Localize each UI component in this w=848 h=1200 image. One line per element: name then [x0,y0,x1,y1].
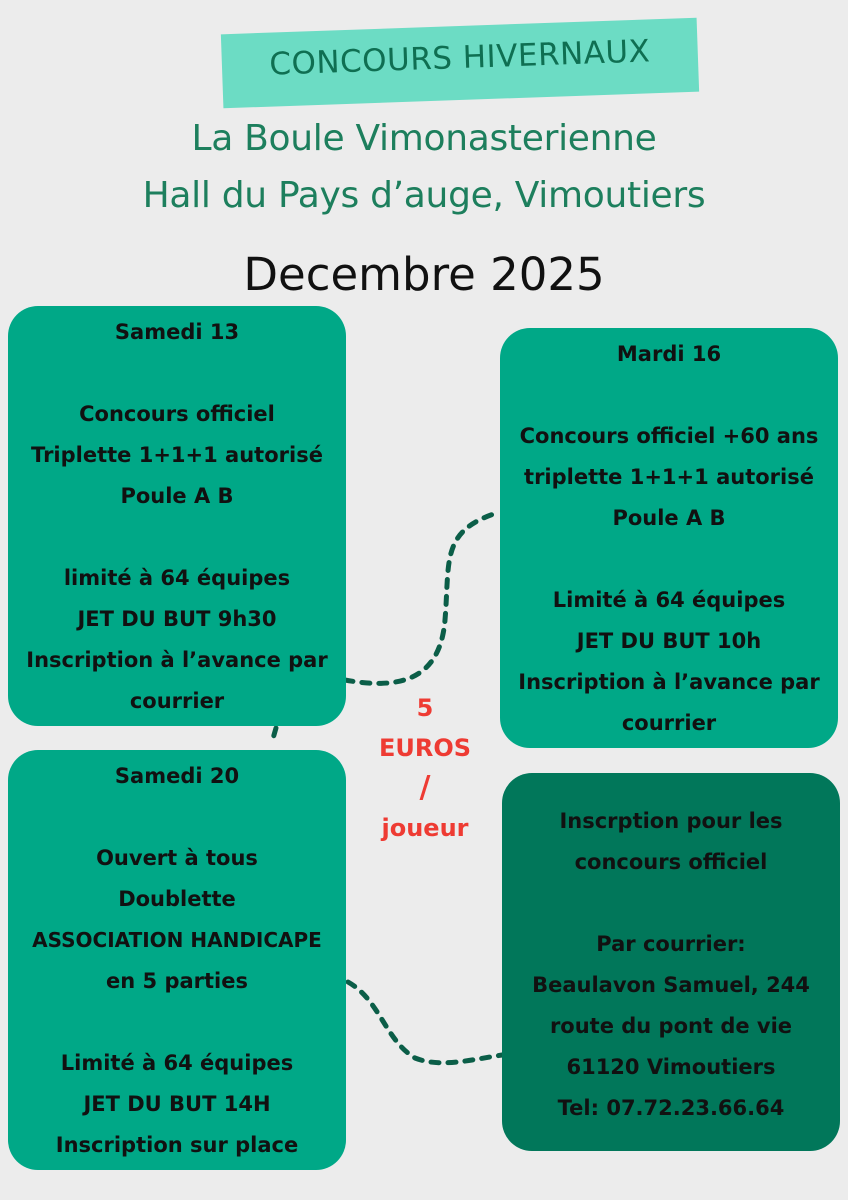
card-line: courrier [129,689,225,713]
price-currency: EUROS [378,734,472,762]
venue-name: Hall du Pays d’auge, Vimoutiers [142,175,706,216]
card-line: Poule A B [120,484,234,508]
card-line: 61120 Vimoutiers [566,1055,776,1079]
card-line: concours officiel [574,850,768,874]
card-line: Doublette [118,887,236,911]
card-mardi-16 [500,328,838,748]
card-samedi-13 [8,306,346,726]
price-separator: / [419,770,431,805]
card-line: ASSOCIATION HANDICAPE [32,928,322,952]
card-line: Samedi 13 [114,320,240,344]
club-name: La Boule Vimonasterienne [191,118,657,159]
card-line: Concours officiel +60 ans [519,424,819,448]
card-line: courrier [621,711,717,735]
card-line: Inscrption pour les [559,809,783,833]
price-info [355,688,495,848]
price-amount: 5 [416,694,434,722]
card-line: JET DU BUT 14H [83,1092,271,1116]
connector-samedi20-inscription [348,982,502,1063]
card-line: Inscription à l’avance par [26,648,328,672]
card-line: Inscription à l’avance par [518,670,820,694]
card-line: Par courrier: [596,932,746,956]
card-inscription [502,773,840,1151]
card-line: route du pont de vie [549,1014,793,1038]
card-line: en 5 parties [106,969,248,993]
card-line: Mardi 16 [616,342,722,366]
card-line: Limité à 64 équipes [552,588,786,612]
card-line: JET DU BUT 10h [576,629,762,653]
connector-samedi13-mardi16 [345,512,500,683]
card-line: limité à 64 équipes [63,566,291,590]
event-month: Decembre 2025 [243,248,605,301]
card-line: Triplette 1+1+1 autorisé [31,443,323,467]
banner-title: CONCOURS HIVERNAUX [268,33,651,83]
card-line: triplette 1+1+1 autorisé [524,465,814,489]
card-line: JET DU BUT 9h30 [77,607,277,631]
card-line: Beaulavon Samuel, 244 [532,973,810,997]
card-line: Concours officiel [79,402,275,426]
card-line: Ouvert à tous [96,846,258,870]
card-line: Poule A B [612,506,726,530]
card-line: Samedi 20 [114,764,240,788]
card-line: Tel: 07.72.23.66.64 [557,1096,785,1120]
card-samedi-20 [8,750,346,1170]
card-line: Limité à 64 équipes [60,1051,294,1075]
price-unit: joueur [381,814,469,842]
card-line: Inscription sur place [55,1133,299,1157]
connector-samedi13-samedi20 [272,728,276,742]
